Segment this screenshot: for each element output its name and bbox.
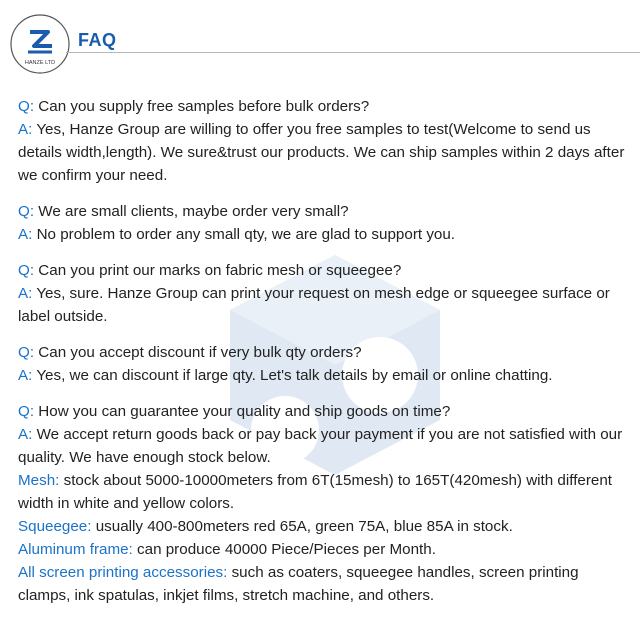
detail-text: such as coaters, squeegee handles, screen printing clamps, ink spatulas, inkjet films, stretch machine, and others. xyxy=(18,564,579,604)
page-header xyxy=(0,0,640,80)
question-text: Can you accept discount if very bulk qty orders? xyxy=(38,344,362,361)
question-text: How you can guarantee your quality and ship goods on time? xyxy=(38,403,451,420)
question-label: Q: xyxy=(18,262,35,279)
question-text: Can you print our marks on fabric mesh or squeegee? xyxy=(38,262,402,279)
detail-label: Mesh: xyxy=(18,472,60,489)
answer-text: Yes, sure. Hanze Group can print your request on mesh edge or squeegee surface or label outside. xyxy=(18,285,610,325)
answer-text: Yes, Hanze Group are willing to offer you free samples to test(Welcome to send us details width,length). We sure&trust our products. We can ship samples within 2 days after we confirm your need. xyxy=(18,121,625,184)
detail-squeegee xyxy=(18,515,628,538)
question-text: We are small clients, maybe order very small? xyxy=(38,203,349,220)
detail-text: stock about 5000-10000meters from 6T(15mesh) to 165T(420mesh) with different width in white and yellow colors. xyxy=(18,472,613,512)
answer-label: A: xyxy=(18,121,33,138)
detail-mesh xyxy=(18,469,628,515)
detail-text: usually 400-800meters red 65A, green 75A, blue 85A in stock. xyxy=(95,518,513,535)
faq-item xyxy=(18,259,628,328)
question-label: Q: xyxy=(18,403,35,420)
question-label: Q: xyxy=(18,203,35,220)
faq-item xyxy=(18,400,628,607)
svg-text:HANZE LTD: HANZE LTD xyxy=(24,60,56,66)
faq-content xyxy=(18,95,628,620)
answer-text: We accept return goods back or pay back your payment if you are not satisfied with our quality. We have enough stock below. xyxy=(18,426,623,466)
faq-item xyxy=(18,95,628,187)
question-label: Q: xyxy=(18,98,35,115)
question-label: Q: xyxy=(18,344,35,361)
answer-text: Yes, we can discount if large qty. Let's talk details by email or online chatting. xyxy=(36,367,553,384)
page-title: FAQ xyxy=(78,30,117,50)
faq-item xyxy=(18,341,628,387)
detail-label: All screen printing accessories: xyxy=(18,564,228,581)
detail-label: Squeegee: xyxy=(18,518,92,535)
answer-label: A: xyxy=(18,426,33,443)
answer-label: A: xyxy=(18,226,33,243)
faq-item xyxy=(18,200,628,246)
question-text: Can you supply free samples before bulk orders? xyxy=(38,98,370,115)
answer-text: No problem to order any small qty, we are glad to support you. xyxy=(36,226,456,243)
answer-label: A: xyxy=(18,367,33,384)
detail-accessories xyxy=(18,561,628,607)
header-divider xyxy=(66,52,640,53)
answer-label: A: xyxy=(18,285,33,302)
hanze-logo-icon xyxy=(8,12,72,76)
detail-aluminum-frame xyxy=(18,538,628,561)
detail-text: can produce 40000 Piece/Pieces per Month. xyxy=(137,541,436,558)
detail-label: Aluminum frame: xyxy=(18,541,133,558)
